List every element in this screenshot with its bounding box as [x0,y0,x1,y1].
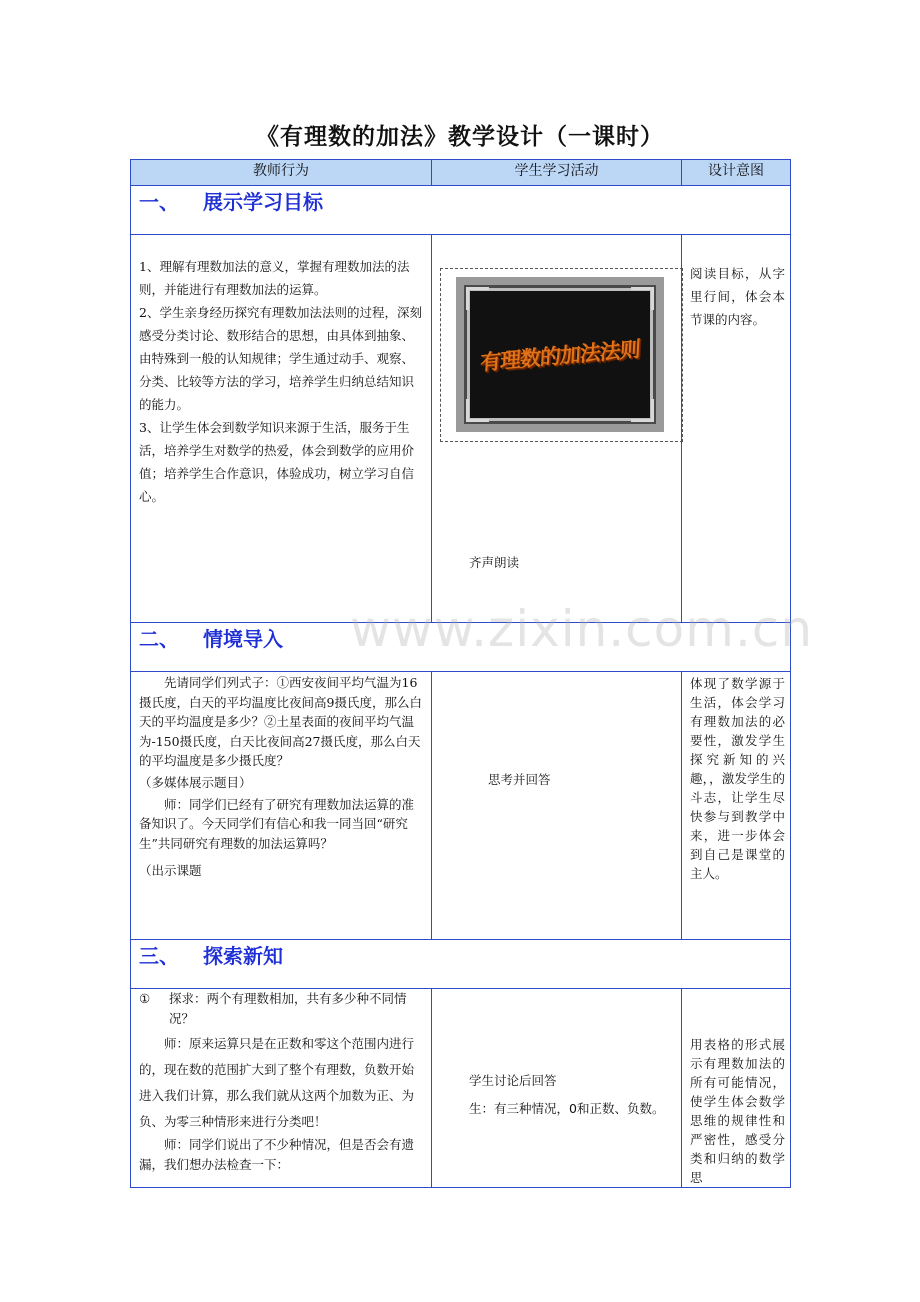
student-activity: 学生讨论后回答 [469,1073,557,1088]
section-number: 一、 [139,190,179,214]
column-header-student: 学生学习活动 [432,160,682,186]
section-content-row [131,672,791,940]
student-cell [432,672,682,940]
show-topic-note: （出示课题 [139,863,202,878]
objective-2: 2、学生亲身经历探究有理数加法法则的过程，深刻感受分类讨论、数形结合的思想，由具体到抽象、由特殊到一般的认知规律；学生通过动手、观察、分类、比较等方法的学习，培养学生归纳总结知识的能力。 [139,305,422,412]
exploration-question: 探求：两个有理数相加，共有多少种不同情况？ [169,991,407,1026]
section-number: 三、 [139,944,179,968]
design-intent: 用表格的形式展示有理数加法的所有可能情况，使学生体会数学思维的规律性和严密性，感受分类和归纳的数学思 [690,1037,785,1185]
column-header-intent: 设计意图 [682,160,791,186]
multimedia-note: （多媒体展示题目） [139,774,252,790]
student-cell [432,235,682,623]
section-heading-1 [131,186,791,235]
teacher-explanation: 师：原来运算只是在正数和零这个范围内进行的，现在数的范围扩大到了整个有理数，负数开始进入我们计算，那么我们就从这两个加数为正、为负、为零三种情形来进行分类吧！ [139,1036,415,1129]
design-intent: 阅读目标，从字里行间，体会本节课的内容。 [690,266,785,327]
intent-cell [682,989,791,1188]
section-number: 二、 [139,627,179,651]
student-activity: 思考并回答 [488,772,551,787]
objective-1: 1、理解有理数加法的意义，掌握有理数加法的法则，并能进行有理数加法的运算。 [139,259,410,297]
list-marker: ① [139,991,151,1006]
section-heading-3 [131,940,791,989]
section-name: 探索新知 [203,944,283,968]
title-slide-image [440,268,683,442]
ornate-frame [456,277,664,432]
column-header-teacher: 教师行为 [131,160,432,186]
watermark: www.zixin.com.cn [350,600,814,658]
section-name: 展示学习目标 [203,190,323,214]
teacher-remark: 师：同学们已经有了研究有理数加法运算的准备知识了。今天同学们有信心和我一同当回“研究生”共同研究有理数的加法运算吗？ [139,796,415,851]
design-intent: 体现了数学源于生活，体会学习有理数加法的必要性，激发学生探究新知的兴趣，，激发学生的斗志，让学生尽快参与到教学中来，进一步体会到自己是课堂的主人。 [690,676,785,881]
table-header-row [131,160,791,186]
section-name: 情境导入 [203,627,283,651]
objective-3: 3、让学生体会到数学知识来源于生活，服务于生活，培养学生对数学的热爱，体会到数学的应用价值；培养学生合作意识，体验成功，树立学习自信心。 [139,420,415,504]
section-content-row [131,235,791,623]
lesson-plan-table [130,159,791,1188]
intent-cell [682,672,791,940]
intent-cell [682,235,791,623]
student-activity: 齐声朗读 [469,555,520,570]
student-answer: 生：有三种情况，0和正数、负数。 [469,1101,665,1116]
scenario-problem: 先请同学们列式子：①西安夜间平均气温为16 摄氏度，白天的平均温度比夜间高9摄氏度，那么白天的平均温度是多少？②土星表面的夜间平均气温为-150摄氏度，白天比夜间高27摄氏度，那么白天的平均温度是多少摄氏度？ [139,675,422,768]
teacher-cell [131,672,432,940]
teacher-cell [131,235,432,623]
student-cell [432,989,682,1188]
slide-title-wordart: 有理数的加法法则 [479,336,641,375]
document-title: 《有理数的加法》教学设计（一课时） [256,124,664,150]
section-content-row [131,989,791,1188]
section-heading-row [131,186,791,235]
teacher-cell [131,989,432,1188]
teacher-check: 师：同学们说出了不少种情况，但是否会有遗漏，我们想办法检查一下： [139,1137,415,1172]
section-heading-row [131,940,791,989]
